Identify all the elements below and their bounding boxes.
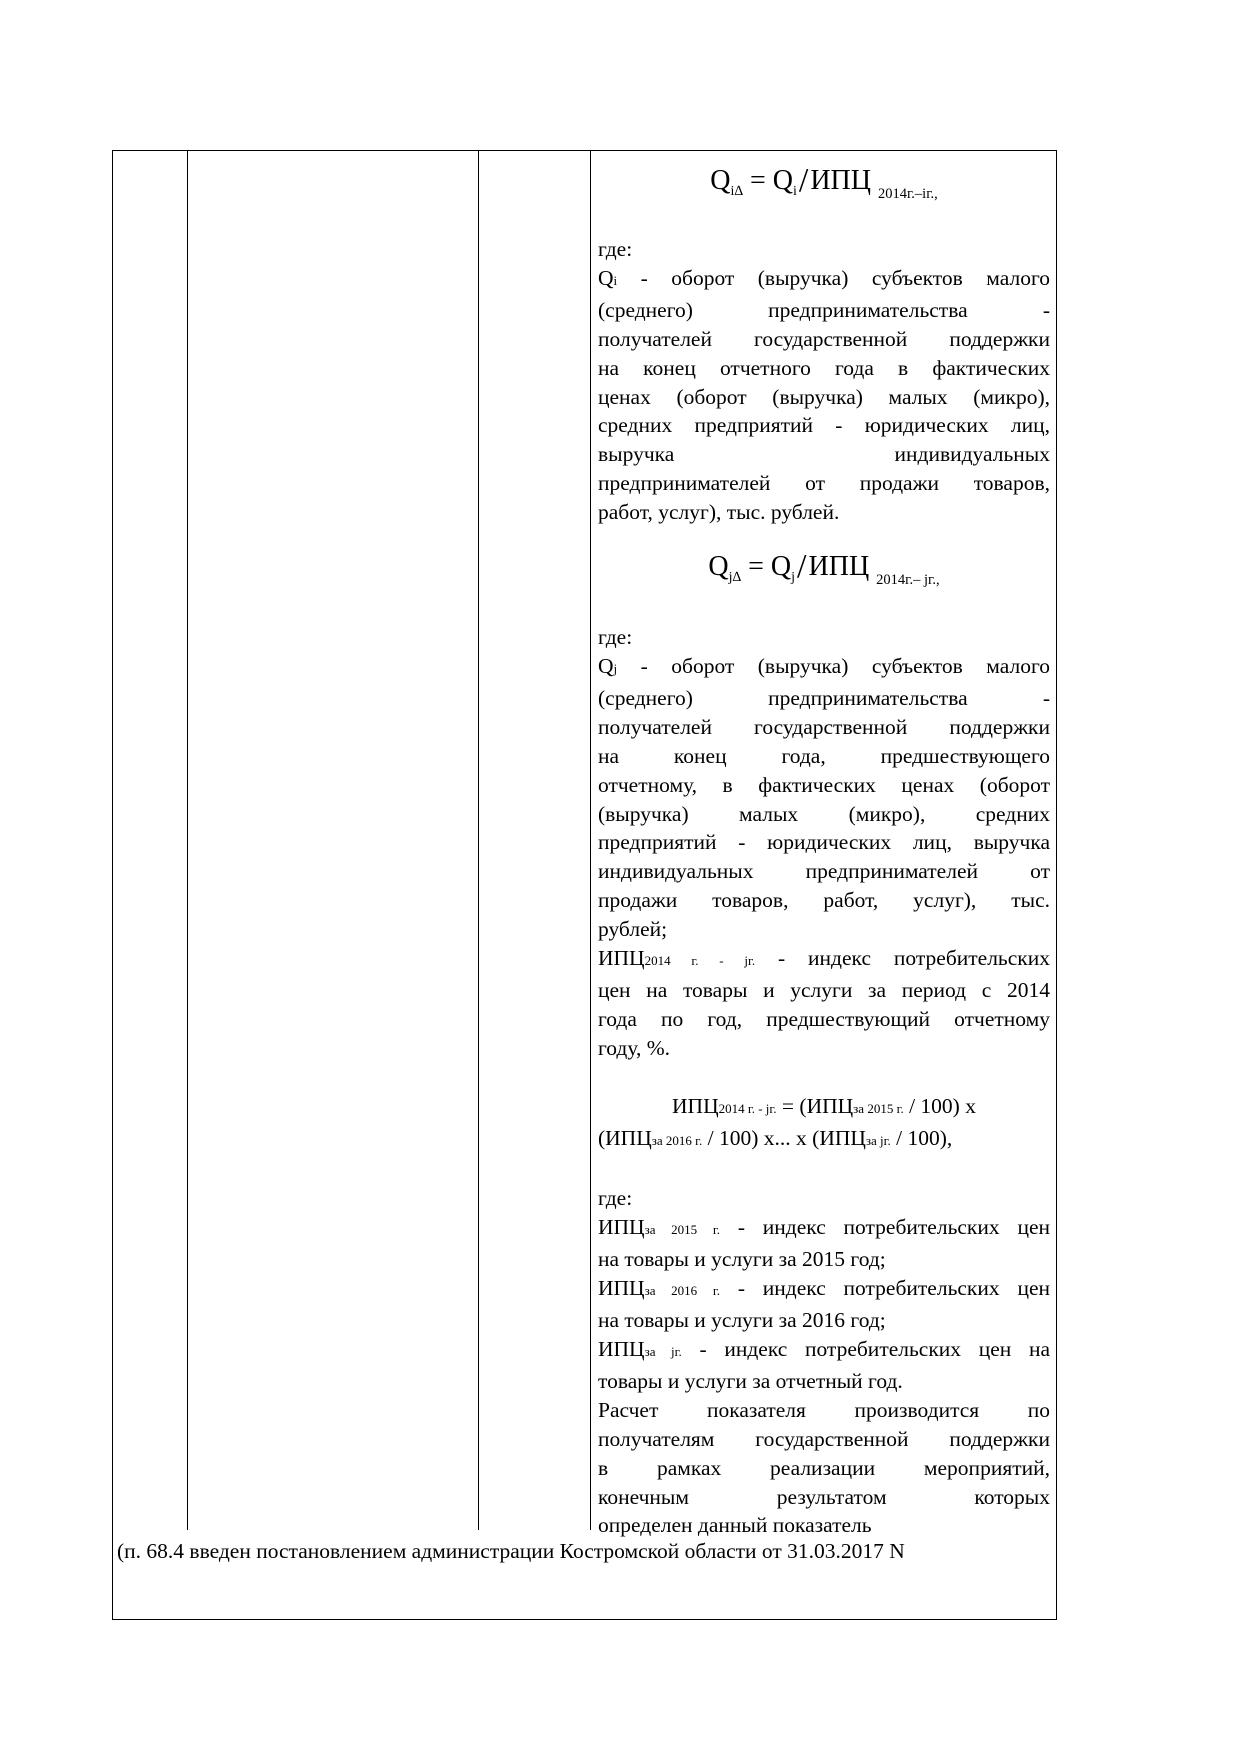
qj-definition-line: Qj - оборот (выручка) субъектов малого xyxy=(598,653,1050,678)
block-3 xyxy=(598,1184,1050,1540)
ipc-jg-line: ИПЦза jг. - индекс потребительских цен на xyxy=(598,1337,1051,1361)
where-label-1: где: xyxy=(598,237,633,261)
text-line: получателям государственной поддержки xyxy=(598,1426,1050,1451)
where-label-2: где: xyxy=(598,625,633,650)
text-line: (среднего) предпринимательства - xyxy=(598,297,1050,322)
text-line: на товары и услуги за 2016 год; xyxy=(598,1308,886,1333)
ipc-definition-line: ИПЦ2014 г. - jг. - индекс потребительских xyxy=(598,946,1050,971)
ipc-2016-line: ИПЦза 2016 г. - индекс потребительских цен xyxy=(598,1276,1050,1301)
text-line: выручка индивидуальных xyxy=(598,442,1050,467)
block-2 xyxy=(598,623,1050,1063)
text-line: продажи товаров, работ, услуг), тыс. xyxy=(598,888,1050,913)
text-line: определен данный показатель xyxy=(598,1513,872,1538)
text-line: года по год, предшествующий отчетному xyxy=(598,1006,1050,1031)
text-line: получателей государственной поддержки xyxy=(598,714,1050,739)
text-line: отчетному, в фактических ценах (оборот xyxy=(598,772,1050,797)
text-line: получателей государственной поддержки xyxy=(598,326,1050,351)
text-line: товары и услуги за отчетный год. xyxy=(598,1368,903,1393)
text-line: предпринимателей от продажи товаров, xyxy=(598,471,1050,496)
formula-line-2: (ИПЦза 2016 г. / 100) x... x (ИПЦза jг. / 100), xyxy=(598,1125,953,1150)
where-label-3: где: xyxy=(598,1186,633,1211)
column-divider-2 xyxy=(478,151,479,1530)
formula-line-1: ИПЦ2014 г. - jг. = (ИПЦза 2015 г. / 100) x xyxy=(672,1093,976,1118)
text-line: году, %. xyxy=(598,1035,670,1060)
text-line: на товары и услуги за 2015 год; xyxy=(598,1247,886,1272)
text-line: (выручка) малых (микро), средних xyxy=(598,801,1050,826)
text-line: (среднего) предпринимательства - xyxy=(598,685,1050,710)
column-divider-3 xyxy=(590,151,591,1530)
text-line: индивидуальных предпринимателей от xyxy=(598,859,1050,884)
text-line: ценах (оборот (выручка) малых (микро), xyxy=(598,384,1050,409)
footer-note: (п. 68.4 введен постановлением администрации Костромской области от 31.03.2017 N xyxy=(117,1539,905,1563)
ipc-2015-line: ИПЦза 2015 г. - индекс потребительских цен xyxy=(598,1215,1050,1240)
text-line: конечным результатом которых xyxy=(598,1484,1050,1509)
formula-qi-delta: $Q_{i\Delta} = Q_i/ИПЦ$ $_{2014г.-iг.,}$ xyxy=(710,162,938,202)
block-1 xyxy=(598,235,1050,527)
qi-definition-line: Qi - оборот (выручка) субъектов малого xyxy=(598,265,1050,290)
document-table xyxy=(112,150,1057,1620)
formula-ipc-product xyxy=(598,1092,1050,1156)
text-line: средних предприятий - юридических лиц, xyxy=(598,413,1050,438)
text-line: на конец года, предшествующего xyxy=(598,743,1050,768)
text-line: в рамках реализации мероприятий, xyxy=(598,1455,1050,1480)
text-line: предприятий - юридических лиц, выручка xyxy=(598,830,1050,855)
column-divider-1 xyxy=(187,151,188,1530)
text-line: работ, услуг), тыс. рублей. xyxy=(598,500,840,525)
formula-qj-delta: $Q_{j\Delta} = Q_j/ИПЦ$ $_{2014г.- jг.,}$ xyxy=(708,548,940,589)
formula-cell xyxy=(598,151,1050,1540)
text-line: Расчет показателя производится по xyxy=(598,1397,1050,1422)
text-line: цен на товары и услуги за период с 2014 xyxy=(598,977,1050,1002)
text-line: рублей; xyxy=(598,917,668,942)
text-line: на конец отчетного года в фактических xyxy=(598,355,1050,380)
